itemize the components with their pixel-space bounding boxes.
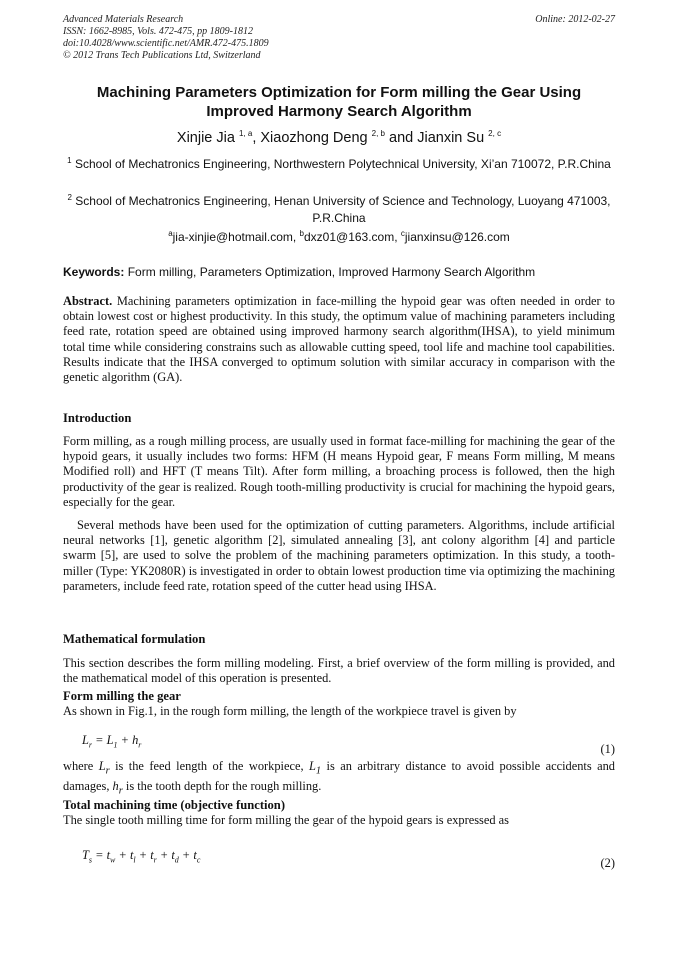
author-affiliation-mark: 2, c: [488, 129, 502, 139]
equation-1-definitions: where $L_r$ is the feed length of the workpiece, $L_1$ is an arbitrary distance to avoid possible accidents and damages, $h_r$ is the tooth depth for the rough milling.: [63, 759, 616, 797]
affiliation-number: 2: [67, 193, 72, 202]
introduction-paragraph-1: Form milling, as a rough milling process, are usually used in format face-milling for machining the gear of the hypoid gears, it usually includes two forms: HFM (H means Hypoid gear, F means Form milling, M means Modified roll) and HFT (T means Tilt). After form milling, a broaching process is followed, then the high productivity of the gear is realized. Rough tooth-milling productivity is crucial for machining the hypoid gears, especially for the gear.: [63, 434, 615, 509]
author-name: Xinjie Jia: [176, 130, 235, 146]
email-link[interactable]: jia-xinjie@hotmail.com,: [172, 230, 300, 244]
affiliation-2: [63, 193, 615, 227]
email-link[interactable]: dxz01@163.com,: [303, 230, 401, 244]
affiliation-text: School of Mechatronics Engineering, Henan University of Science and Technology, Luoyang 471003, P.R.China: [75, 194, 611, 225]
journal-copyright: © 2012 Trans Tech Publications Ltd, Switzerland: [63, 50, 261, 61]
author-emails: $^a$jia-xinjie@hotmail.com, $^b$dxz01@163.com, $^c$jianxinsu@126.com: [168, 229, 510, 244]
math-paragraph-3: The single tooth milling time for form milling the gear of the hypoid gears is expressed as: [63, 813, 509, 827]
email-link[interactable]: jianxinsu@126.com: [404, 230, 510, 244]
equation-2: $T_s = t_w + t_l + t_r + t_d + t_c$: [82, 848, 201, 865]
abstract: [63, 294, 615, 385]
paper-title: Machining Parameters Optimization for Form milling the Gear Using Improved Harmony Search Algorithm: [96, 84, 582, 120]
affiliation-number: 1: [67, 156, 72, 165]
section-heading-introduction: Introduction: [63, 411, 132, 425]
journal-header: [63, 14, 615, 62]
math-paragraph-1: This section describes the form milling modeling. First, a brief overview of the form milling is provided, and the mathematical model of this operation is presented.: [63, 656, 615, 686]
abstract-label: Abstract.: [63, 294, 113, 308]
author-name: Jianxin Su: [417, 130, 485, 146]
journal-doi: doi:10.4028/www.scientific.net/AMR.472-475.1809: [63, 38, 269, 49]
keywords-text: Form milling, Parameters Optimization, Improved Harmony Search Algorithm: [124, 265, 536, 279]
journal-name: Advanced Materials Research: [63, 14, 184, 25]
author-list: Xinjie Jia $^{1, a}$, Xiaozhong Deng $^{2, b}$ and Jianxin Su $^{2, c}$: [176, 129, 502, 146]
equation-number-2: (2): [600, 856, 615, 870]
equation-1: $L_r = L_1 + h_r$: [82, 733, 142, 750]
section-heading-math: Mathematical formulation: [63, 632, 206, 646]
keywords-label: Keywords:: [63, 265, 125, 279]
author-affiliation-mark: 2, b: [371, 129, 385, 139]
author-affiliation-mark: 1, a: [238, 129, 253, 139]
author-name: Xiaozhong Deng: [260, 130, 368, 146]
abstract-text: Machining parameters optimization in face-milling the hypoid gear was often needed in order to obtain lowest cost or highest productivity. In this study, the optimum value of machining parameters including feed rate, rotation speed are obtained using improved harmony search algorithm(IHSA), to yield minimum total time while considering constrains such as allowable cutting speed, tool life and machine tool capabilities. Results indicate that the IHSA converged to optimum solution with similar accuracy in comparison with the genetic algorithm (GA).: [63, 294, 615, 385]
introduction-paragraph-2: Several methods have been used for the optimization of cutting parameters. Algorithms, include artificial neural networks [1], genetic algorithm [2], simulated annealing [3], ant colony algorithm [4] and particle swarm [5], are used to solve the problem of the machining parameters optimization. In this study, a tooth-miller (Type: YK2080R) is investigated in order to obtain lowest production time via optimizing the machining parameters, include feed rate, rotation speed of the cutter head using IHSA.: [63, 518, 615, 593]
online-date: Online: 2012-02-27: [535, 14, 615, 25]
equation-number-1: (1): [600, 742, 615, 756]
affiliation-1: [63, 156, 615, 173]
subsection-heading-total-time: Total machining time (objective function): [63, 798, 286, 812]
keywords: [63, 264, 615, 280]
math-paragraph-2: As shown in Fig.1, in the rough form milling, the length of the workpiece travel is given by: [63, 704, 517, 718]
subsection-heading-form-milling: Form milling the gear: [63, 689, 181, 703]
affiliation-text: School of Mechatronics Engineering, Northwestern Polytechnical University, Xi’an 710072, P.R.China: [74, 157, 611, 171]
journal-issn: ISSN: 1662-8985, Vols. 472-475, pp 1809-1812: [63, 26, 253, 37]
